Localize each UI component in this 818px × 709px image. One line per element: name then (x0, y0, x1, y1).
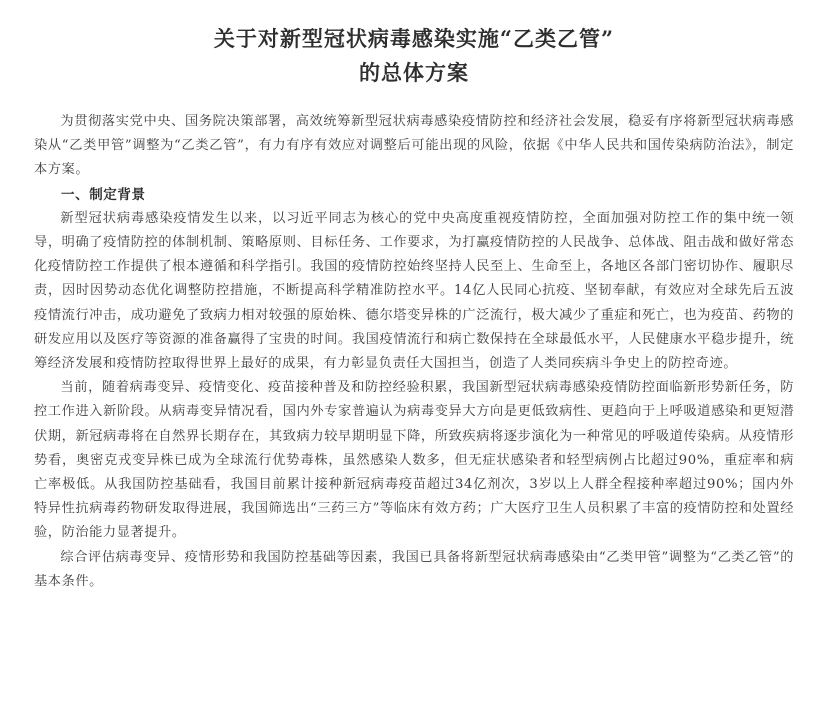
background-paragraph-1: 新型冠状病毒感染疫情发生以来，以习近平同志为核心的党中央高度重视疫情防控，全面加强对防控工作的集中统一领导，明确了疫情防控的体制机制、策略原则、目标任务、工作要求，为打赢疫情防控的人民战争、总体战、阻击战和做好常态化疫情防控工作提供了根本遵循和科学指引。我国的疫情防控始终坚持人民至上、生命至上，各地区各部门密切协作、履职尽责，因时因势动态优化调整防控措施，不断提高科学精准防控水平。14亿人民同心抗疫、坚韧奉献，有效应对全球先后五波疫情流行冲击，成功避免了致病力相对较强的原始株、德尔塔变异株的广泛流行，极大减少了重症和死亡，也为疫苗、药物的研发应用以及医疗等资源的准备赢得了宝贵的时间。我国疫情流行和病亡数保持在全球最低水平，人民健康水平稳步提升，统筹经济发展和疫情防控取得世界上最好的成果，有力彰显负责任大国担当，创造了人类同疾病斗争史上的防控奇迹。 (34, 210, 794, 372)
document-body (34, 110, 794, 594)
background-paragraph-3: 综合评估病毒变异、疫情形势和我国防控基础等因素，我国已具备将新型冠状病毒感染由“乙类甲管”调整为“乙类乙管”的基本条件。 (34, 549, 794, 589)
document-title-line-2: 的总体方案 (359, 60, 469, 85)
background-paragraph-2: 当前，随着病毒变异、疫情变化、疫苗接种普及和防控经验积累，我国新型冠状病毒感染疫情防控面临新形势新任务，防控工作进入新阶段。从病毒变异情况看，国内外专家普遍认为病毒变异大方向是更低致病性、更趋向于上呼吸道感染和更短潜伏期，新冠病毒将在自然界长期存在，其致病力较早期明显下降，所致疾病将逐步演化为一种常见的呼吸道传染病。从疫情形势看，奥密克戎变异株已成为全球流行优势毒株，虽然感染人数多，但无症状感染者和轻型病例占比超过90%，重症率和病亡率极低。从我国防控基础看，我国目前累计接种新冠病毒疫苗超过34亿剂次，3岁以上人群全程接种率超过90%；国内外特异性抗病毒药物研发取得进展，我国筛选出“三药三方”等临床有效方药；广大医疗卫生人员积累了丰富的疫情防控和处置经验，防治能力显著提升。 (34, 380, 794, 541)
intro-paragraph: 为贯彻落实党中央、国务院决策部署，高效统筹新型冠状病毒感染疫情防控和经济社会发展，稳妥有序将新型冠状病毒感染从“乙类甲管”调整为“乙类乙管”，有力有序有效应对调整后可能出现的风险，依据《中华人民共和国传染病防治法》，制定本方案。 (34, 114, 794, 178)
document-title (34, 22, 794, 90)
document-title-line-1: 关于对新型冠状病毒感染实施“乙类乙管” (213, 26, 615, 51)
section-heading-background: 一、制定背景 (61, 186, 146, 203)
